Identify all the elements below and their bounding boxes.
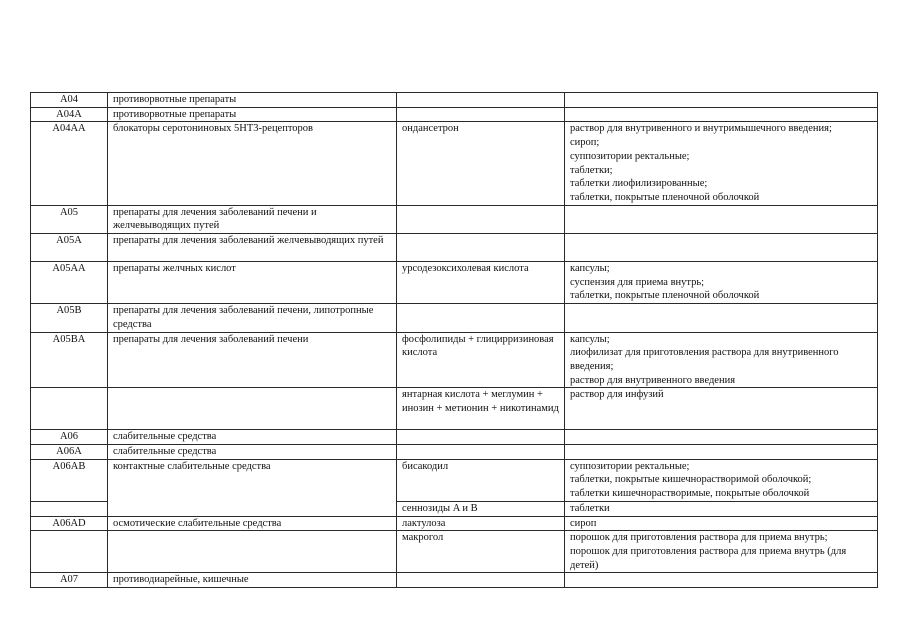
atc-code-cell: [31, 388, 108, 430]
form-cell: капсулы; суспензия для приема внутрь; таблетки, покрытые пленочной оболочкой: [565, 262, 878, 304]
table-row: [31, 516, 878, 531]
table-row: [31, 445, 878, 460]
atc-code-cell: A07: [31, 573, 108, 588]
inn-cell: фосфолипиды + глицирризиновая кислота: [397, 332, 565, 388]
form-cell: таблетки: [565, 501, 878, 516]
group-cell: [108, 388, 397, 430]
table-row: [31, 93, 878, 108]
group-cell: противорвотные препараты: [108, 107, 397, 122]
form-cell: [565, 93, 878, 108]
atc-code-cell: A05B: [31, 304, 108, 332]
group-cell: противорвотные препараты: [108, 93, 397, 108]
inn-cell: [397, 304, 565, 332]
group-cell: блокаторы серотониновых 5HT3-рецепторов: [108, 122, 397, 205]
table-row: [31, 107, 878, 122]
atc-code-cell: [31, 501, 108, 516]
inn-cell: [397, 445, 565, 460]
form-cell: раствор для внутривенного и внутримышечного введения; сироп; суппозитории ректальные; таблетки; таблетки лиофилизированные; таблетки, покрытые пленочной оболочкой: [565, 122, 878, 205]
table-row: [31, 332, 878, 388]
drug-table: [30, 92, 878, 588]
atc-code-cell: A06AD: [31, 516, 108, 531]
table-row: [31, 573, 878, 588]
inn-cell: урсодезоксихолевая кислота: [397, 262, 565, 304]
atc-code-cell: A05: [31, 205, 108, 233]
group-cell: контактные слабительные средства: [108, 459, 397, 516]
form-cell: раствор для инфузий: [565, 388, 878, 430]
table-row: [31, 459, 878, 501]
atc-code-cell: A05BA: [31, 332, 108, 388]
atc-code-cell: A05AA: [31, 262, 108, 304]
group-cell: слабительные средства: [108, 430, 397, 445]
table-row: [31, 262, 878, 304]
form-cell: [565, 445, 878, 460]
form-cell: суппозитории ректальные; таблетки, покрытые кишечнорастворимой оболочкой; таблетки кишечнорастворимые, покрытые оболочкой: [565, 459, 878, 501]
table-row: [31, 304, 878, 332]
inn-cell: янтарная кислота + меглумин + инозин + метионин + никотинамид: [397, 388, 565, 430]
atc-code-cell: A04: [31, 93, 108, 108]
form-cell: [565, 107, 878, 122]
table-row: [31, 430, 878, 445]
form-cell: [565, 234, 878, 262]
form-cell: [565, 430, 878, 445]
group-cell: препараты для лечения заболеваний печени и желчевыводящих путей: [108, 205, 397, 233]
group-cell: [108, 531, 397, 573]
atc-code-cell: A05A: [31, 234, 108, 262]
inn-cell: [397, 107, 565, 122]
form-cell: капсулы; лиофилизат для приготовления раствора для внутривенного введения; раствор для внутривенного введения: [565, 332, 878, 388]
inn-cell: макрогол: [397, 531, 565, 573]
table-row: [31, 205, 878, 233]
inn-cell: [397, 573, 565, 588]
table-row: [31, 122, 878, 205]
group-cell: препараты для лечения заболеваний печени: [108, 332, 397, 388]
group-cell: слабительные средства: [108, 445, 397, 460]
atc-code-cell: [31, 531, 108, 573]
form-cell: сироп: [565, 516, 878, 531]
group-cell: осмотические слабительные средства: [108, 516, 397, 531]
atc-code-cell: A06: [31, 430, 108, 445]
form-cell: [565, 205, 878, 233]
atc-code-cell: A04A: [31, 107, 108, 122]
inn-cell: бисакодил: [397, 459, 565, 501]
group-cell: препараты для лечения заболеваний желчевыводящих путей: [108, 234, 397, 262]
atc-code-cell: A06AB: [31, 459, 108, 501]
atc-code-cell: A06A: [31, 445, 108, 460]
inn-cell: лактулоза: [397, 516, 565, 531]
group-cell: препараты для лечения заболеваний печени, липотропные средства: [108, 304, 397, 332]
group-cell: препараты желчных кислот: [108, 262, 397, 304]
table-row: [31, 531, 878, 573]
inn-cell: сеннозиды A и B: [397, 501, 565, 516]
inn-cell: [397, 93, 565, 108]
inn-cell: ондансетрон: [397, 122, 565, 205]
table-row: [31, 388, 878, 430]
form-cell: [565, 304, 878, 332]
inn-cell: [397, 430, 565, 445]
group-cell: противодиарейные, кишечные: [108, 573, 397, 588]
inn-cell: [397, 234, 565, 262]
table-row: [31, 234, 878, 262]
inn-cell: [397, 205, 565, 233]
atc-code-cell: A04AA: [31, 122, 108, 205]
form-cell: порошок для приготовления раствора для приема внутрь; порошок для приготовления раствора для приема внутрь (для детей): [565, 531, 878, 573]
form-cell: [565, 573, 878, 588]
